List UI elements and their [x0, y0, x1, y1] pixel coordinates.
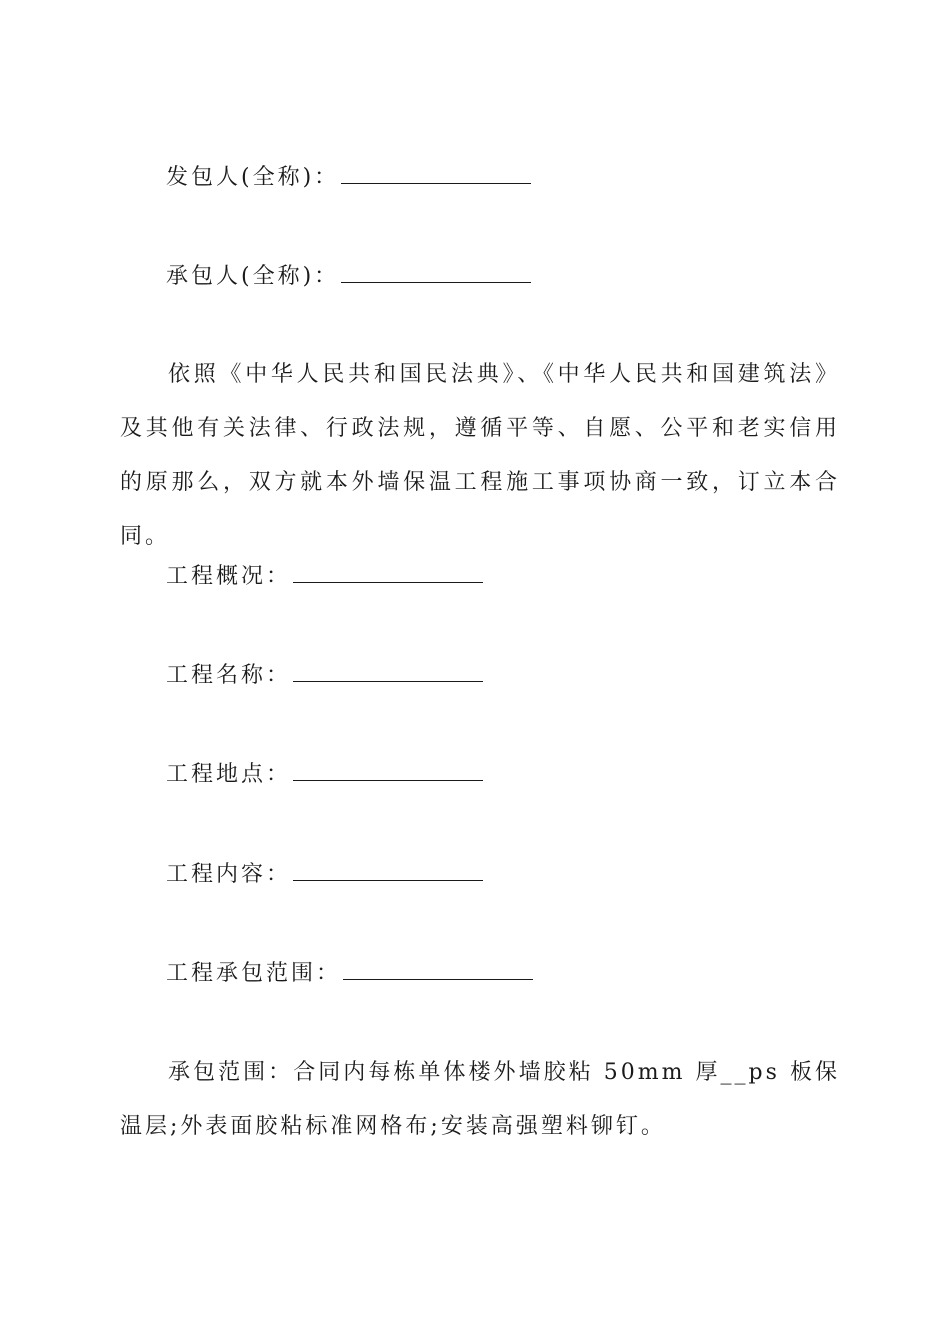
- project-overview-blank: [293, 562, 483, 583]
- project-content-field: [166, 860, 886, 890]
- project-content-blank: [293, 860, 483, 881]
- project-scope-label: 工程承包范围：: [166, 961, 342, 986]
- project-location-label: 工程地点：: [166, 762, 292, 787]
- contractor-blank: [341, 262, 531, 283]
- project-content-label: 工程内容：: [166, 862, 292, 887]
- project-name-label: 工程名称：: [166, 663, 292, 688]
- contractor-label: 承包人(全称)：: [166, 264, 340, 289]
- project-location-blank: [293, 760, 483, 781]
- project-overview-label: 工程概况：: [166, 564, 292, 589]
- scope-paragraph: 承包范围：合同内每栋单体楼外墙胶粘 50mm 厚__ps 板保温层;外表面胶粘标准网格布;安装高强塑料铆钉。: [120, 1060, 840, 1139]
- employer-label: 发包人(全称)：: [166, 165, 340, 190]
- project-location-field: [166, 760, 886, 790]
- project-scope-blank: [343, 959, 533, 980]
- project-scope-field: [166, 959, 886, 989]
- contractor-field: [166, 262, 886, 292]
- project-name-field: [166, 661, 886, 691]
- project-overview-field: [166, 562, 886, 592]
- project-name-blank: [293, 661, 483, 682]
- preamble-paragraph: 依照《中华人民共和国民法典》、《中华人民共和国建筑法》及其他有关法律、行政法规，遵循平等、自愿、公平和老实信用的原那么，双方就本外墙保温工程施工事项协商一致，订立本合同。: [120, 362, 840, 549]
- employer-blank: [341, 163, 531, 184]
- employer-field: [166, 163, 886, 193]
